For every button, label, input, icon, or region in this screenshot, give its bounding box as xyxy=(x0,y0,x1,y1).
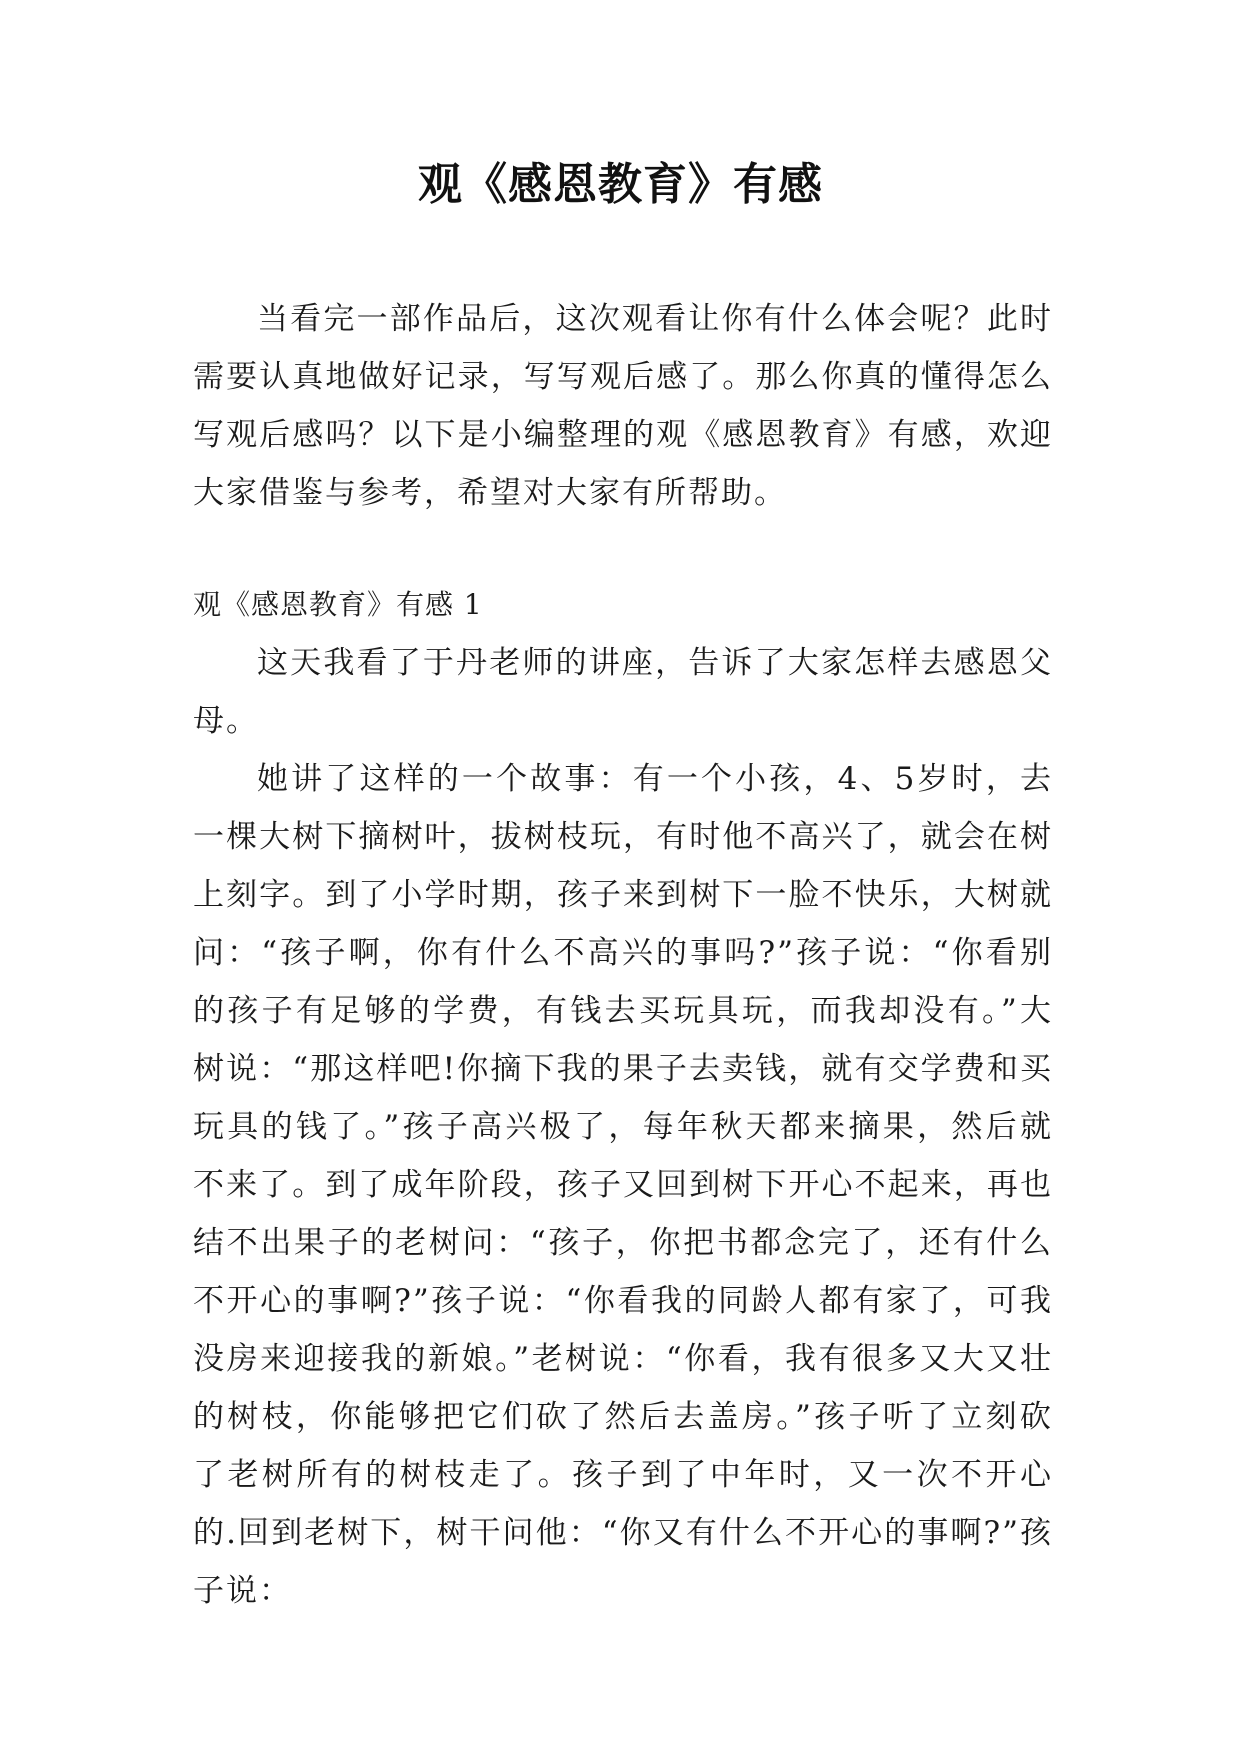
body-paragraph: 她讲了这样的一个故事：有一个小孩，4、5岁时，去一棵大树下摘树叶，拔树枝玩，有时他不高兴了，就会在树上刻字。到了小学时期，孩子来到树下一脸不快乐，大树就问：“孩子啊，你有什么不高兴的事吗?”孩子说：“你看别的孩子有足够的学费，有钱去买玩具玩，而我却没有。”大树说：“那这样吧!你摘下我的果子去卖钱，就有交学费和买玩具的钱了。”孩子高兴极了，每年秋天都来摘果，然后就不来了。到了成年阶段，孩子又回到树下开心不起来，再也结不出果子的老树问：“孩子，你把书都念完了，还有什么不开心的事啊?”孩子说：“你看我的同龄人都有家了，可我没房来迎接我的新娘。”老树说：“你看，我有很多又大又壮的树枝，你能够把它们砍了然后去盖房。”孩子听了立刻砍了老树所有的树枝走了。孩子到了中年时，又一次不开心的.回到老树下，树干问他：“你又有什么不开心的事啊?”孩子说： xyxy=(193,761,1053,1609)
section-heading: 观《感恩教育》有感 1 xyxy=(193,588,483,621)
body-paragraph: 这天我看了于丹老师的讲座，告诉了大家怎样去感恩父母。 xyxy=(193,645,1053,739)
intro-paragraph: 当看完一部作品后，这次观看让你有什么体会呢？此时需要认真地做好记录，写写观后感了。那么你真的懂得怎么写观后感吗？以下是小编整理的观《感恩教育》有感，欢迎大家借鉴与参考，希望对大家有所帮助。 xyxy=(193,301,1053,511)
document-title: 观《感恩教育》有感 xyxy=(418,159,823,210)
document-body xyxy=(193,290,1053,1620)
